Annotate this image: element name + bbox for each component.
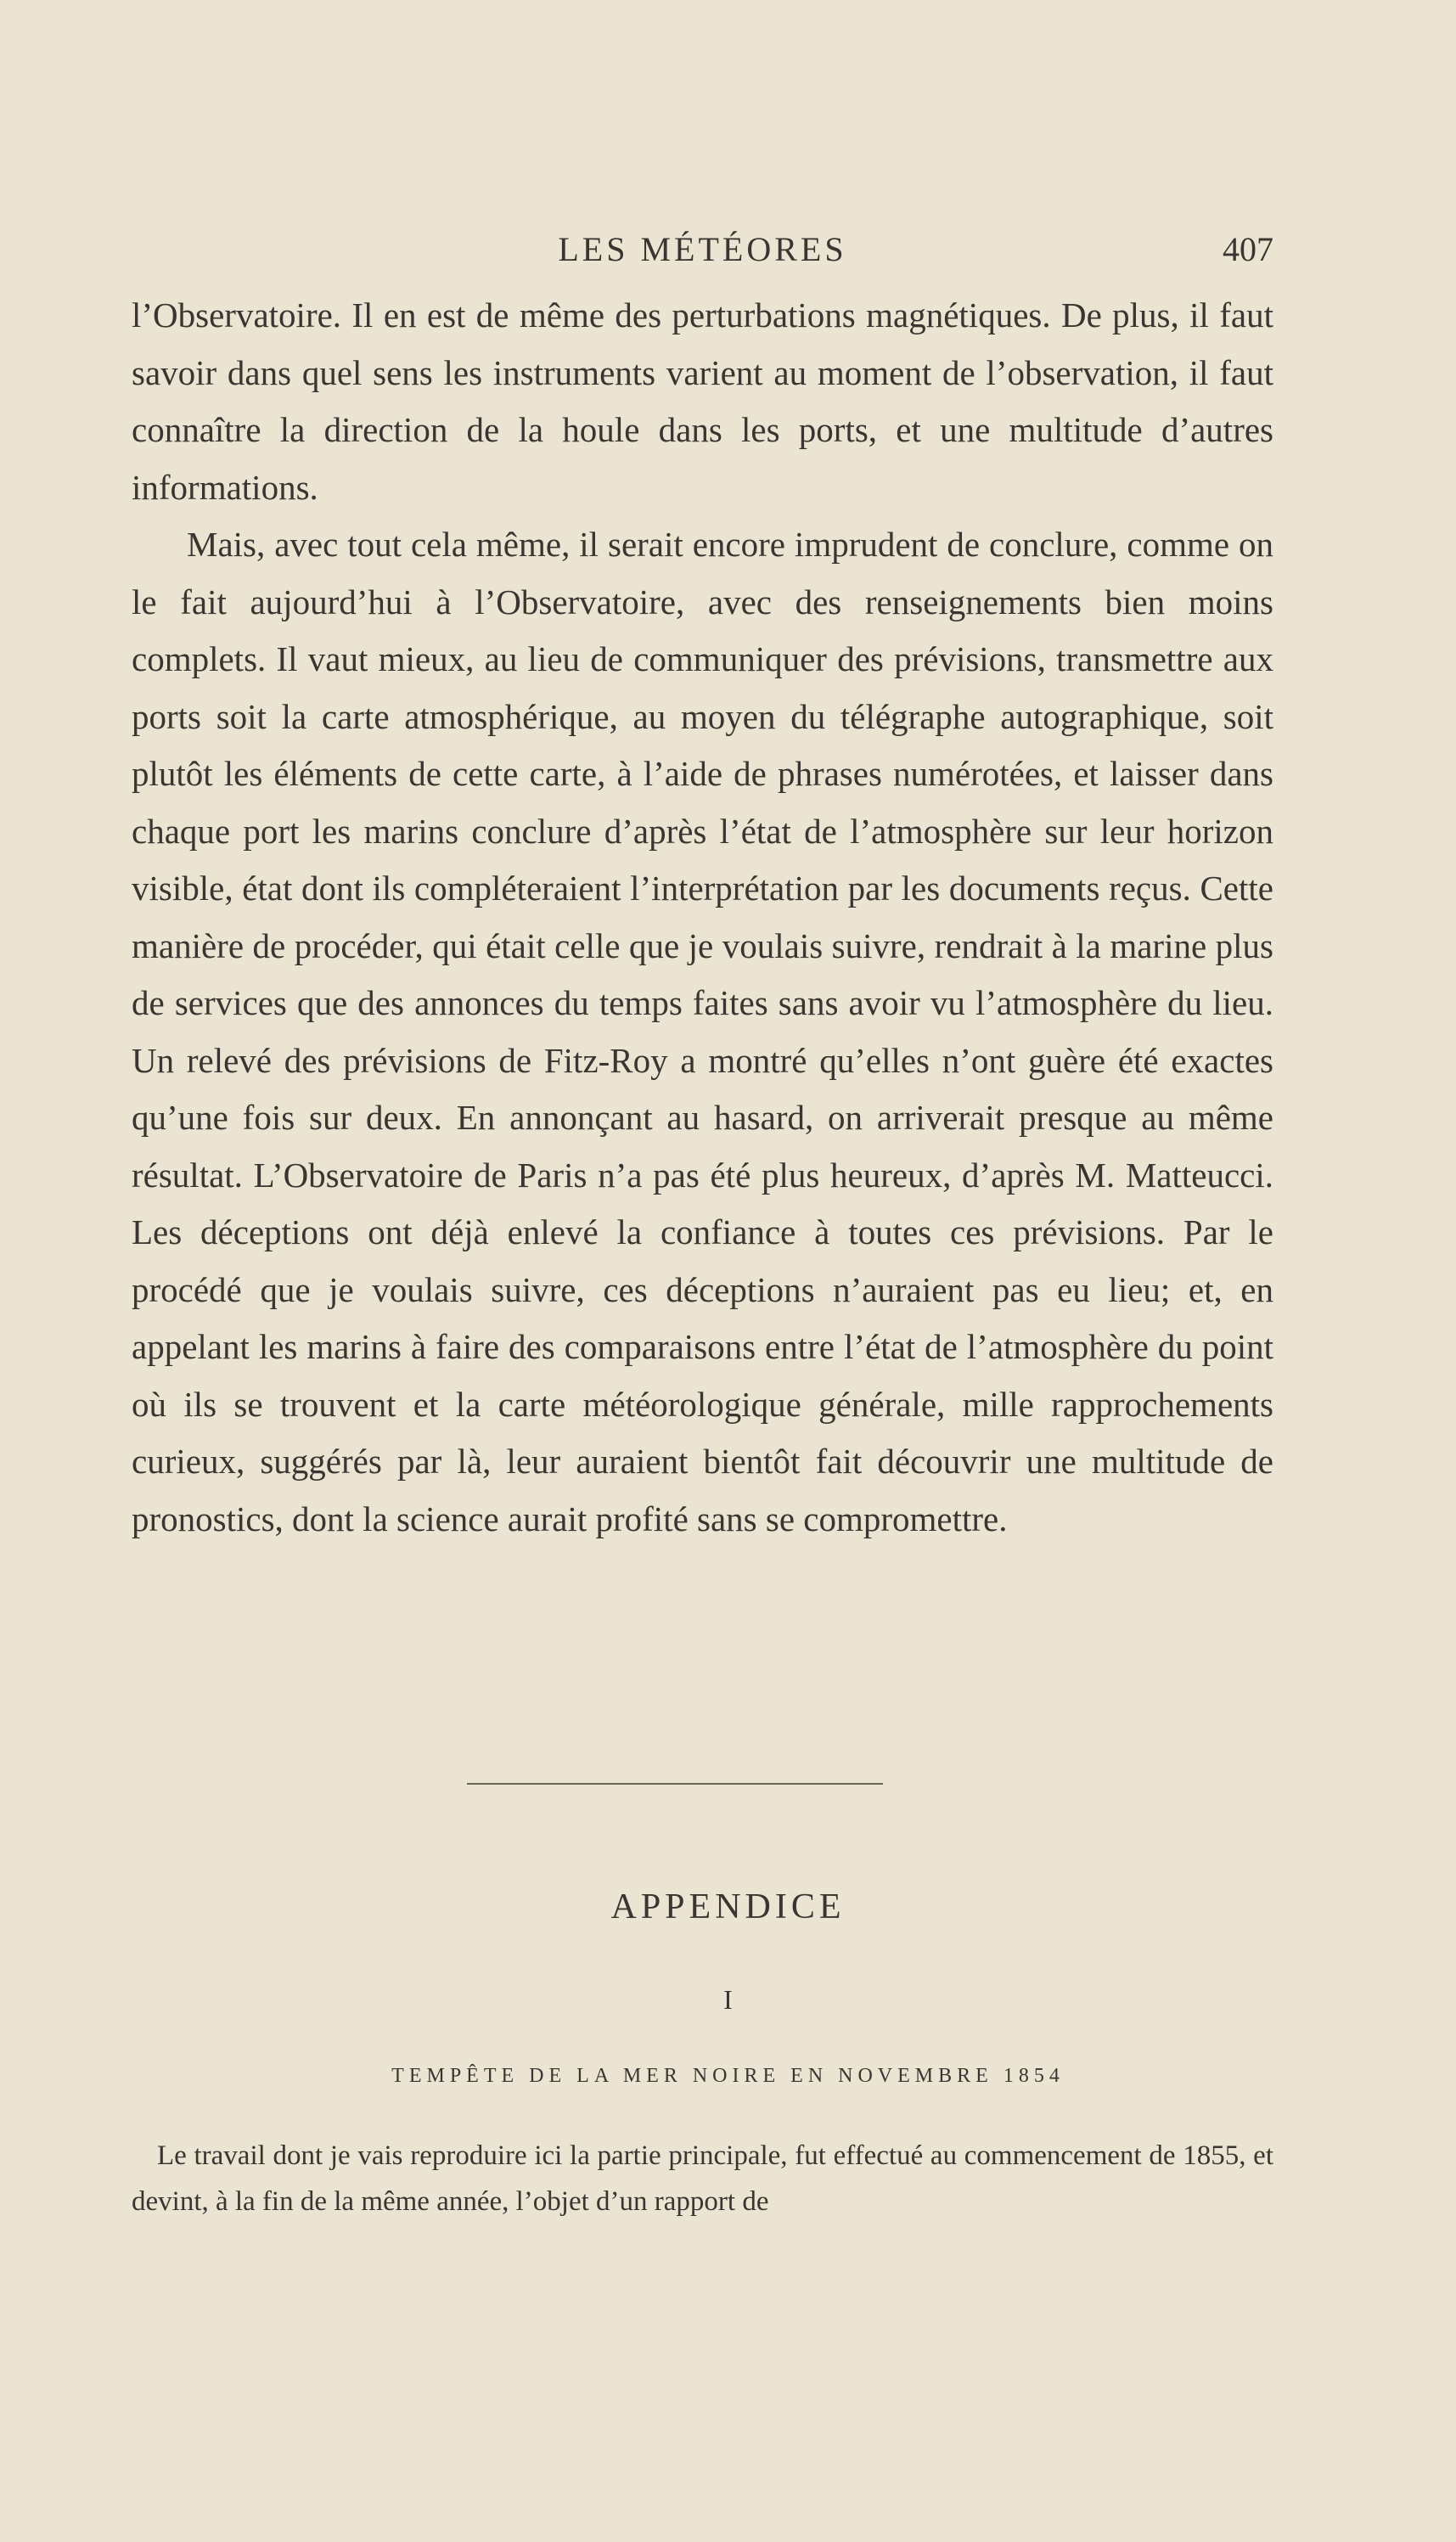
section-numeral: I xyxy=(723,1984,733,2015)
main-text xyxy=(132,287,1273,1548)
section-divider xyxy=(467,1783,883,1785)
paragraph: Mais, avec tout cela même, il serait encore imprudent de conclure, comme on le fait aujourd’hui à l’Observatoire, avec des renseignements bien moins complets. Il vaut mieux, au lieu de communiquer des prévisions, transmettre aux ports soit la carte atmosphérique, au moyen du télégraphe autographique, soit plutôt les éléments de cette carte, à l’aide de phrases numérotées, et laisser dans chaque port les marins conclure d’après l’état de l’atmosphère sur leur horizon visible, état dont ils compléteraient l’interprétation par les documents reçus. Cette manière de procéder, qui était celle que je voulais suivre, rendrait à la marine plus de services que des annonces du temps faites sans avoir vu l’atmosphère du lieu. Un relevé des prévisions de Fitz-Roy a montré qu’elles n’ont guère été exactes qu’une fois sur deux. En annonçant au hasard, on arriverait presque au même résultat. L’Observatoire de Paris n’a pas été plus heureux, d’après M. Matteucci. Les déceptions ont déjà enlevé la confiance à toutes ces prévisions. Par le procédé que je voulais suivre, ces déceptions n’auraient pas eu lieu; et, en appelant les marins à faire des comparaisons entre l’état de l’atmosphère du point où ils se trouvent et la carte météorologique générale, mille rapprochements curieux, suggérés par là, leur auraient bientôt fait découvrir une multitude de pronostics, dont la science aurait profité sans se compromettre. xyxy=(132,525,1273,1538)
section-title: TEMPÊTE DE LA MER NOIRE EN NOVEMBRE 1854 xyxy=(391,2065,1065,2087)
appendix-title: APPENDICE xyxy=(610,1887,846,1926)
page-number: 407 xyxy=(1223,230,1273,268)
paragraph: l’Observatoire. Il en est de même des perturbations magnétiques. De plus, il faut savoir dans quel sens les instruments varient au moment de l’observation, il faut connaître la direction de la houle dans les ports, et une multitude d’autres informations. xyxy=(132,295,1273,507)
page-header xyxy=(132,229,1273,280)
appendix-text xyxy=(132,2133,1273,2224)
running-title: LES MÉTÉORES xyxy=(558,230,847,268)
appendix-paragraph: Le travail dont je vais reproduire ici la partie principale, fut effectué au commencement de 1855, et devint, à la fin de la même année, l’objet d’un rapport de xyxy=(132,2140,1273,2217)
